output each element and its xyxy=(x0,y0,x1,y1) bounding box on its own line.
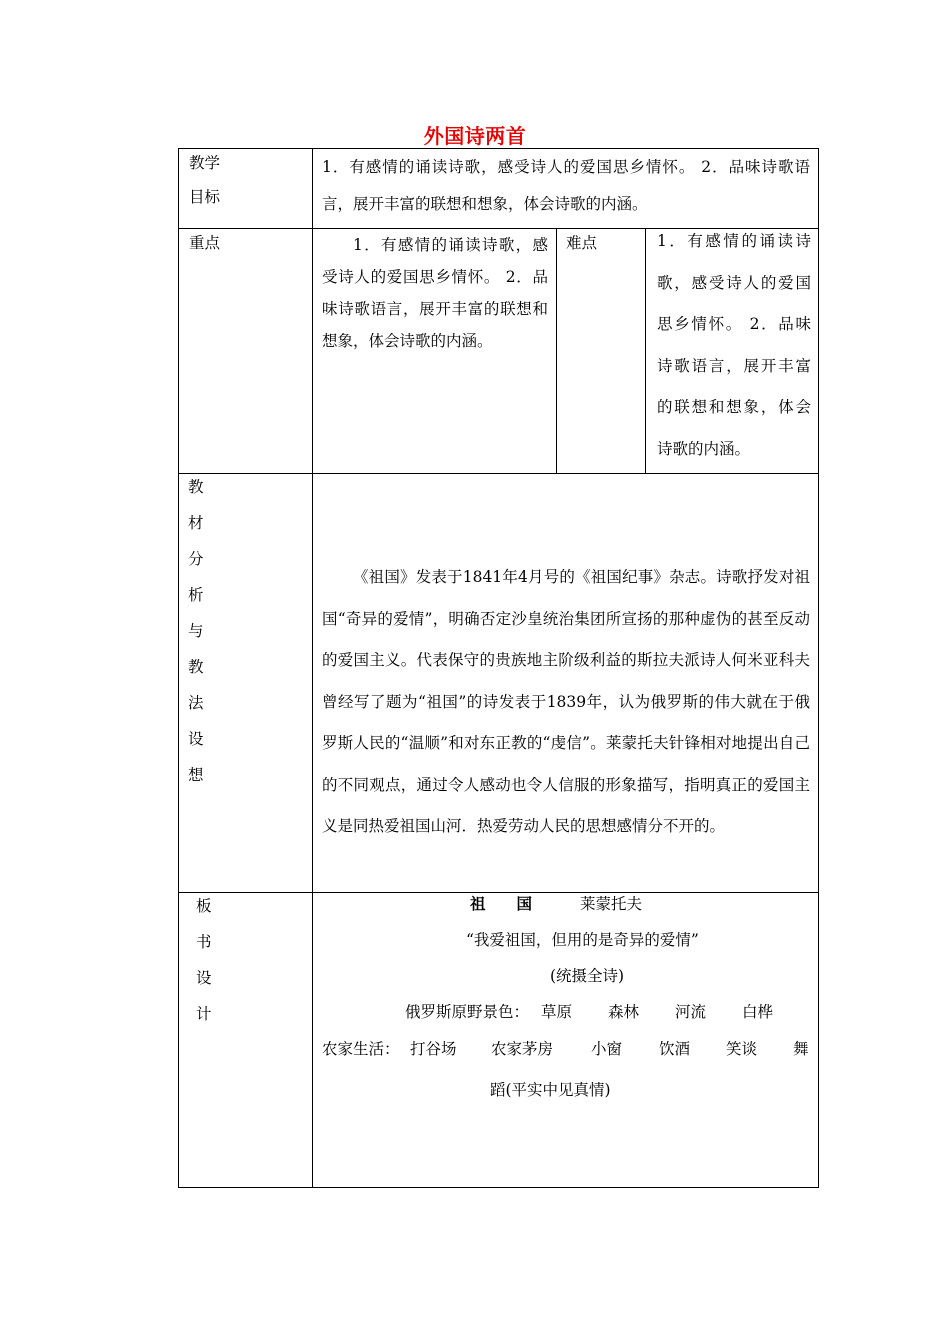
board-life-item: 笑谈 xyxy=(726,1040,758,1058)
analysis-label-char: 与 xyxy=(188,622,204,640)
board-label-char: 设 xyxy=(196,969,212,987)
difficult-points-label: 难点 xyxy=(566,234,598,252)
board-author: 莱蒙托夫 xyxy=(580,895,643,913)
analysis-content: 《祖国》发表于1841年4月号的《祖国纪事》杂志。诗歌抒发对祖国“奇异的爱情”，明确否定沙皇统治集团所宣扬的那种虚伪的甚至反动的爱国主义。代表保守的贵族地主阶级利益的斯拉夫派诗人何米亚科夫曾经写了题为“祖国”的诗发表于1839年，认为俄罗斯的伟大就在于俄罗斯人民的“温顺”和对东正教的“虔信”。莱蒙托夫针锋相对地提出自己的不同观点，通过令人感动也令人信服的形象描写，指明真正的爱国主义是同热爱祖国山河．热爱劳动人民的思想感情分不开的。 xyxy=(322,568,810,835)
difficult-points-content: 1．有感情的诵读诗歌，感受诗人的爱国思乡情怀。 2．品味诗歌语言，展开丰富的联想和想象，体会诗歌的内涵。 xyxy=(657,232,811,458)
goals-content: 1．有感情的诵读诗歌，感受诗人的爱国思乡情怀。 2．品味诗歌语言，展开丰富的联想和想象，体会诗歌的内涵。 xyxy=(322,158,810,213)
board-life-tail: 蹈(平实中见真情) xyxy=(490,1081,611,1099)
board-life-item: 农家茅房 xyxy=(491,1040,554,1058)
table-border-left xyxy=(178,148,179,1188)
board-scenery-item: 草原 xyxy=(541,1003,573,1021)
board-life-label: 农家生活： xyxy=(322,1040,400,1058)
board-quote: “我爱祖国，但用的是奇异的爱情” xyxy=(466,931,699,949)
board-scenery-item: 森林 xyxy=(608,1003,640,1021)
board-life-item: 小窗 xyxy=(591,1040,623,1058)
board-life-item: 饮酒 xyxy=(659,1040,691,1058)
board-scenery-item: 河流 xyxy=(675,1003,707,1021)
board-scenery-label: 俄罗斯原野景色： xyxy=(405,1003,530,1021)
difficult-label-divider xyxy=(645,228,646,473)
goals-label-line2: 目标 xyxy=(189,188,221,206)
analysis-label xyxy=(188,469,204,793)
key-points-label: 重点 xyxy=(189,234,221,252)
analysis-label-char: 教 xyxy=(188,478,204,496)
board-label-char: 板 xyxy=(196,897,212,915)
key-points-content: 1．有感情的诵读诗歌，感受诗人的爱国思乡情怀。 2．品味诗歌语言，展开丰富的联想和想象，体会诗歌的内涵。 xyxy=(322,236,548,350)
board-label-char: 计 xyxy=(196,1005,212,1023)
row-divider-2 xyxy=(178,473,819,474)
table-border-right xyxy=(818,148,819,1188)
analysis-label-char: 材 xyxy=(188,514,204,532)
analysis-label-char: 想 xyxy=(188,766,204,784)
board-scenery-item: 白桦 xyxy=(742,1003,774,1021)
analysis-label-char: 法 xyxy=(188,694,204,712)
table-border-bottom xyxy=(178,1187,819,1188)
board-life-item: 舞 xyxy=(793,1040,809,1058)
board-label xyxy=(196,888,212,1032)
analysis-label-char: 教 xyxy=(188,658,204,676)
key-difficult-divider xyxy=(556,228,557,473)
label-column-divider xyxy=(312,148,313,1188)
document-title: 外国诗两首 xyxy=(423,124,527,148)
analysis-label-char: 析 xyxy=(188,586,204,604)
board-life-item: 打谷场 xyxy=(410,1040,457,1058)
analysis-label-char: 分 xyxy=(188,550,204,568)
board-poem-title: 祖 国 xyxy=(470,894,533,913)
board-label-char: 书 xyxy=(196,933,212,951)
analysis-label-char: 设 xyxy=(188,730,204,748)
board-note: (统摄全诗) xyxy=(550,967,625,985)
goals-label-line1: 教学 xyxy=(189,154,221,172)
